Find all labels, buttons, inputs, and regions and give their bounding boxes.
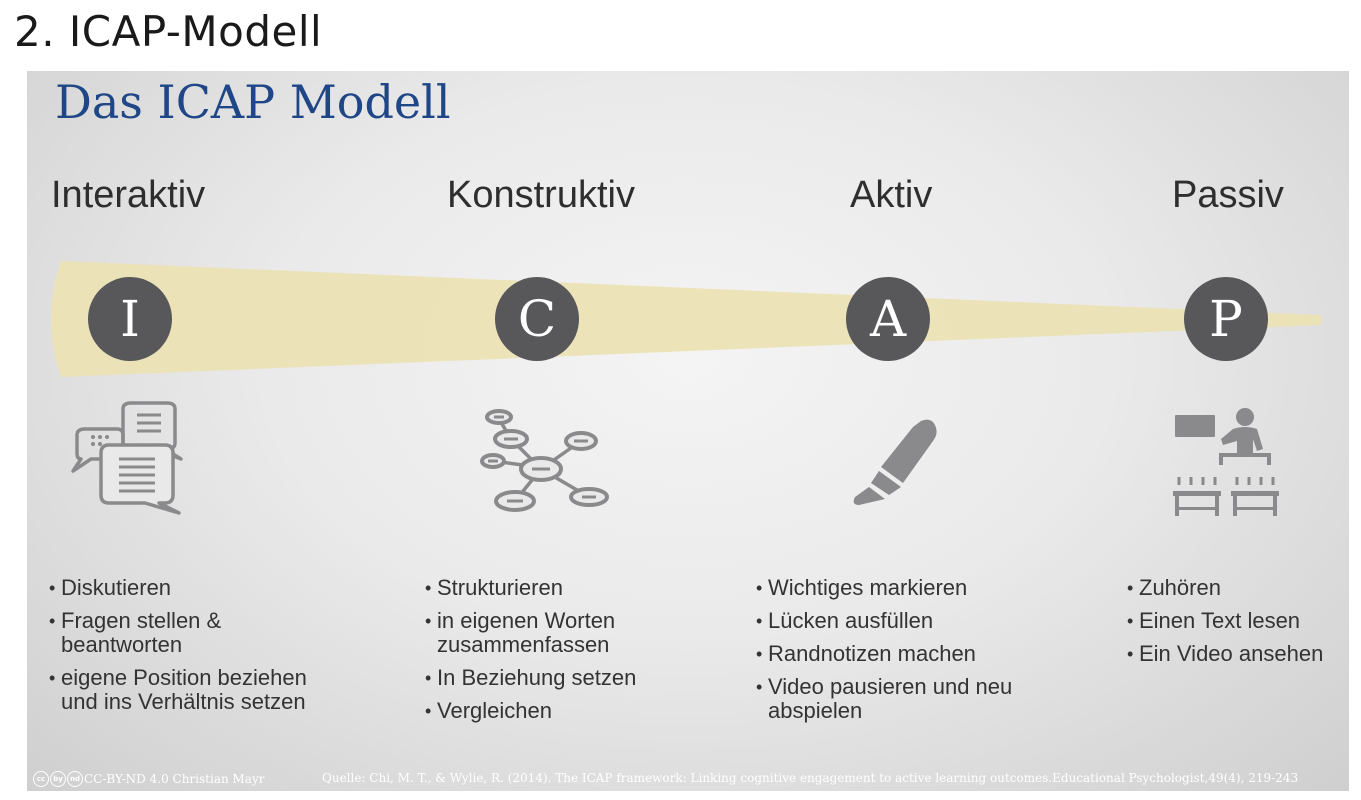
slide [27, 71, 1349, 791]
heading-aktiv: Aktiv [850, 174, 933, 216]
list-item: • Zuhören [1127, 576, 1337, 600]
list-item: • in eigenen Worten zusammenfassen [425, 609, 645, 657]
list-item: • Randnotizen machen [756, 642, 1016, 666]
source-citation: Quelle: Chi, M. T., & Wylie, R. (2014). The ICAP framework: Linking cognitive engagement to active learning outcomes.Educational Psychologist,49(4), 219-243 [322, 771, 1299, 785]
slide-title: Das ICAP Modell [55, 75, 451, 129]
license-note [33, 771, 264, 787]
list-item: • Ein Video ansehen [1127, 642, 1337, 666]
highlighter-icon [845, 417, 945, 511]
list-item: • Diskutieren [49, 576, 339, 600]
mind-map-icon [475, 405, 615, 517]
license-text: CC-BY-ND 4.0 Christian Mayr [84, 772, 265, 786]
letter-circle-i: I [88, 277, 172, 361]
bullets-passiv [1127, 576, 1337, 675]
cc-by-icon: by [50, 771, 66, 787]
heading-konstruktiv: Konstruktiv [447, 174, 635, 216]
letter-circle-c: C [495, 277, 579, 361]
bullets-aktiv [756, 576, 1016, 732]
list-item: • eigene Position beziehen und ins Verhältnis setzen [49, 666, 339, 714]
heading-interaktiv: Interaktiv [51, 174, 206, 216]
letter-circle-a: A [846, 277, 930, 361]
list-item: • Video pausieren und neu abspielen [756, 675, 1016, 723]
bullets-interaktiv [49, 576, 339, 723]
list-item: • Lücken ausfüllen [756, 609, 1016, 633]
classroom-lecture-icon [1171, 407, 1283, 519]
cc-icon: cc [33, 771, 49, 787]
list-item: • In Beziehung setzen [425, 666, 645, 690]
heading-passiv: Passiv [1172, 174, 1284, 216]
bullets-konstruktiv [425, 576, 645, 732]
list-item: • Wichtiges markieren [756, 576, 1016, 600]
chat-bubbles-icon [69, 397, 185, 517]
page-heading: 2. ICAP-Modell [14, 7, 323, 56]
letter-circle-p: P [1184, 277, 1268, 361]
list-item: • Einen Text lesen [1127, 609, 1337, 633]
list-item: • Fragen stellen & beantworten [49, 609, 339, 657]
list-item: • Vergleichen [425, 699, 645, 723]
list-item: • Strukturieren [425, 576, 645, 600]
cc-nd-icon: nd [67, 771, 83, 787]
